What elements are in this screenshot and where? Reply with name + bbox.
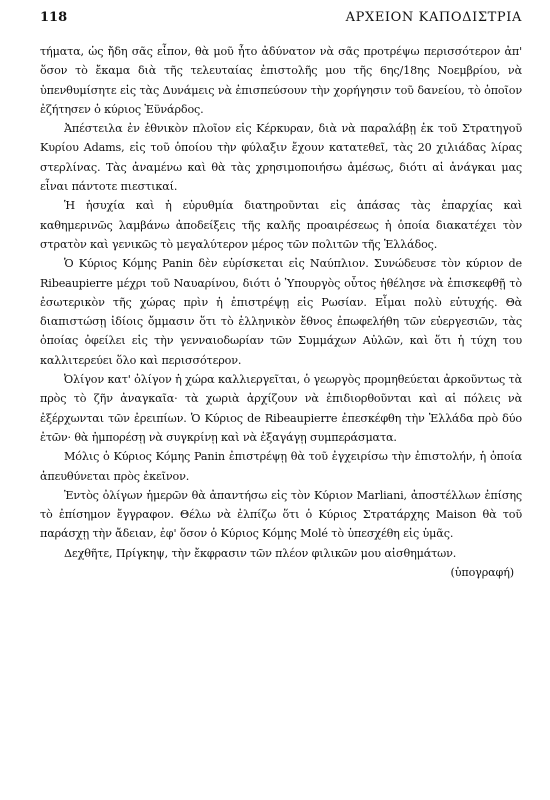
page-header [40, 10, 522, 30]
paragraph-count-panin: Ὁ Κύριος Κόμης Panin δὲν εὑρίσκεται εἰς Ναύπλιον. Συνώδευσε τὸν κύριον de Ribeaupierre μέχρι τοῦ Ναυαρίνου, διότι ὁ Ὑπουργὸς οὗτος ἠθέλησε νὰ ἐπισκεφθῇ τὸ ἐσωτερικὸν τῆς χώρας πρὶν ἡ ἐπιστρέψῃ εἰς Ρωσίαν. Εἶμαι πολὺ εὐτυχής. Θὰ διαπιστώσῃ ἰδίοις ὄμμασιν ὅτι τὸ ἑλληνικὸν ἔθνος ἐπωφελήθη τῶν εὐεργεσιῶν, τὰς ὁποίας ὀφείλει εἰς τὴν γενναιοδωρίαν τῶν Συμμάχων Αὐλῶν, καὶ ὅτι ἡ τύχη του καλλιτερεύει ὅλο καὶ περισσότερον. [40, 257, 522, 367]
paragraph-adams-loan: Ἀπέστειλα ἐν ἐθνικὸν πλοῖον εἰς Κέρκυραν, διὰ νὰ παραλάβῃ ἐκ τοῦ Στρατηγοῦ Κυρίου Adams, εἰς τοῦ ὁποίου τὴν φύλαξιν ἔχουν κατατεθεῖ, τὰς 20 χιλιάδας λίρας στερλίνας. Τὰς ἀναμένω καὶ θὰ τὰς χρησιμοποιήσω ἀμέσως, διότι αἱ ἀνάγκαι μας εἶναι πάντοτε πιεστικαί. [40, 122, 522, 194]
page-number: 118 [40, 10, 68, 25]
paragraph-marliani: Ἐντὸς ὀλίγων ἡμερῶν θὰ ἀπαντήσω εἰς τὸν Κύριον Marliani, ἀποστέλλων ἐπίσης τὸ ἐπίσημον ἔγγραφον. Θέλω νὰ ἐλπίζω ὅτι ὁ Κύριος Στρατάρχης Maison θὰ τοῦ παράσχῃ τὴν ἄδειαν, ἐφ' ὅσον ὁ Κύριος Κόμης Molé τὸ ὑπεσχέθη εἰς ὑμᾶς. [40, 488, 522, 541]
paragraph-continuation: τήματα, ὡς ἤδη σᾶς εἶπον, θὰ μοῦ ἦτο ἀδύνατον νὰ σᾶς προτρέψω περισσότερον ἀπ' ὅσον τὸ ἔκαμα διὰ τῆς τελευταίας ἐπιστολῆς μου τῆς 6ης/18ης Νοεμβρίου, νὰ ὑπενθυμίσητε εἰς τὰς Δυνάμεις νὰ ἐπισπεύσουν τὴν χορήγησιν τοῦ δανείου, τὸ ὁποῖον ἐζήτησεν ὁ κύριος Ἐϋνάρδος. [40, 45, 522, 116]
paragraph-country-recovery: Ὀλίγον κατ' ὀλίγον ἡ χώρα καλλιεργεῖται, ὁ γεωργὸς προμηθεύεται ἀρκοῦντως τὰ πρὸς τὸ ζῆν ἀναγκαῖα· τὰ χωριὰ ἀρχίζουν νὰ ἐπιδιορθοῦνται καὶ αἱ πόλεις νὰ ἐξέρχωνται τῶν ἐρειπίων. Ὁ Κύριος de Ribeaupierre ἐπεσκέφθη τὴν Ἑλλάδα πρὸ δύο ἐτῶν· θὰ ἠμπορέσῃ νὰ συγκρίνῃ καὶ νὰ ἐξαγάγῃ συμπεράσματα. [40, 373, 522, 444]
running-title: ΑΡΧΕΙΟΝ ΚΑΠΟΔΙΣΤΡΙΑ [345, 10, 522, 25]
paragraph-order-in-provinces: Ἡ ἡσυχία καὶ ἡ εὐρυθμία διατηροῦνται εἰς ἁπάσας τὰς ἐπαρχίας καὶ καθημερινῶς λαμβάνω ἀποδείξεις τῆς καλῆς προαιρέσεως ἡ ὁποία διακατέχει τὸν στρατὸν καὶ γενικῶς τὸ μεγαλύτερον μέρος τῶν πολιτῶν τῆς Ἑλλάδος. [40, 199, 522, 251]
signature-note: (ὑπογραφή) [450, 566, 514, 580]
letter-body [40, 42, 522, 582]
paragraph-closing: Δεχθῆτε, Πρίγκηψ, τὴν ἔκφρασιν τῶν πλέον φιλικῶν μου αἰσθημάτων. [64, 546, 457, 560]
paragraph-letter-delivery: Μόλις ὁ Κύριος Κόμης Panin ἐπιστρέψῃ θὰ τοῦ ἐγχειρίσω τὴν ἐπιστολήν, ἡ ὁποία ἀπευθύνεται πρὸς ἐκεῖνον. [40, 450, 522, 483]
